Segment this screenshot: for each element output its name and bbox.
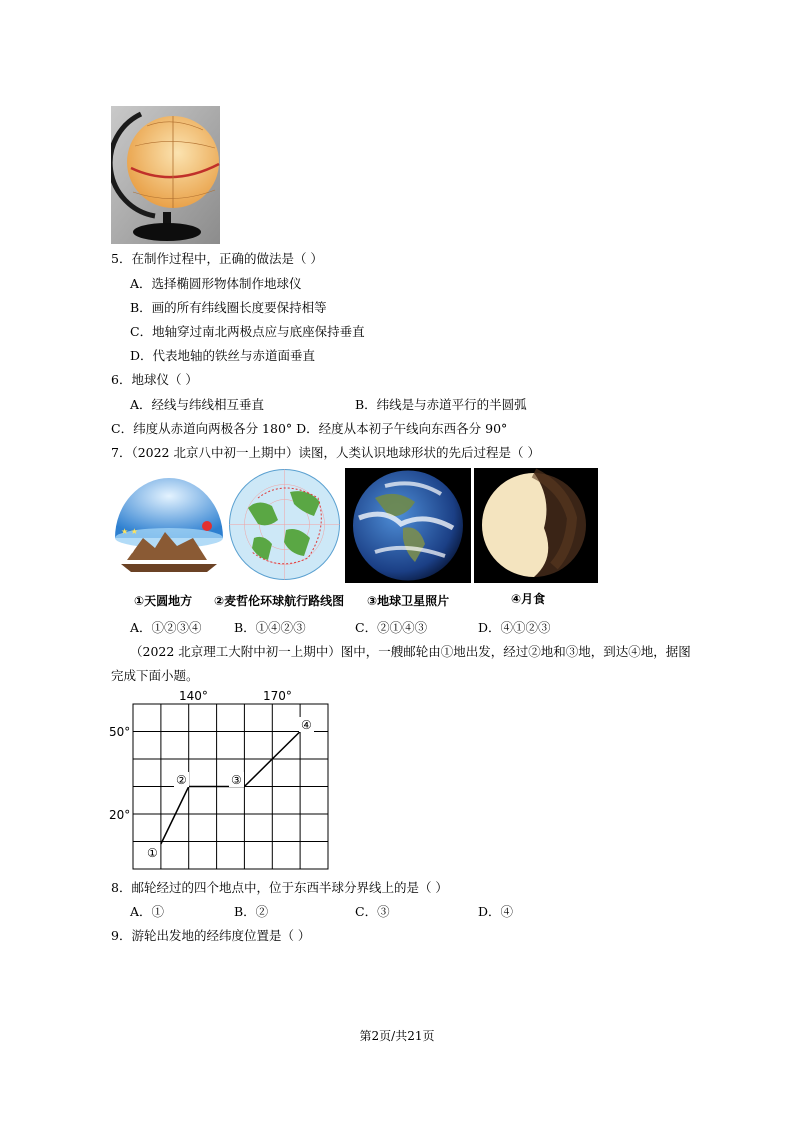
page-footer: 第2页/共21页 [359,1029,435,1043]
question-5-stem: 5．在制作过程中，正确的做法是（ ） [111,251,323,266]
question-6-stem: 6．地球仪（ ） [111,372,198,387]
question-8-option-b[interactable]: B．② [234,904,269,919]
question-5-option-c[interactable]: C．地轴穿过南北两极点应与底座保持垂直 [130,324,365,339]
latitude-label-50: 50° [109,725,131,739]
passage-line-2: 完成下面小题。 [111,668,199,683]
point-1-label: ① [147,846,158,860]
point-4-label: ④ [301,718,312,732]
magellan-route-map [228,468,341,581]
question-9-stem: 9．游轮出发地的经纬度位置是（ ） [111,928,311,943]
question-8-option-d[interactable]: D．④ [478,904,514,919]
question-8-option-c[interactable]: C．③ [355,904,390,919]
point-3-label: ③ [231,773,242,787]
sky-round-earth-square-illustration [113,468,225,580]
point-2-label: ② [176,773,187,787]
question-5-option-b[interactable]: B．画的所有纬线圈长度要保持相等 [130,300,327,315]
route-grid-map [105,688,335,874]
caption-3: ③地球卫星照片 [367,594,450,608]
latitude-label-20: 20° [109,808,131,822]
passage-line-1: （2022 北京理工大附中初一上期中）图中，一艘邮轮由①地出发，经过②地和③地，到达④地，据图 [130,644,691,659]
question-8-option-a[interactable]: A．① [130,904,165,919]
question-5-option-d[interactable]: D．代表地轴的铁丝与赤道面垂直 [130,348,316,363]
question-7-stem: 7．（2022 北京八中初一上期中）读图，人类认识地球形状的先后过程是（ ） [111,445,540,460]
question-6-option-cd[interactable]: C．纬度从赤道向两极各分 180° D．经度从本初子午线向东西各分 90° [111,421,508,436]
longitude-label-140: 140° [179,689,208,703]
caption-4: ④月食 [511,592,546,606]
question-5-option-a[interactable]: A．选择椭圆形物体制作地球仪 [130,276,302,291]
question-7-option-a[interactable]: A．①②③④ [130,620,202,635]
question-6-option-a[interactable]: A．经线与纬线相互垂直 [130,397,265,412]
caption-1: ①天圆地方 [134,594,193,608]
question-7-option-c[interactable]: C．②①④③ [355,620,428,635]
globe-photo [111,106,220,244]
lunar-eclipse-photo [474,468,598,583]
question-8-stem: 8．邮轮经过的四个地点中，位于东西半球分界线上的是（ ） [111,880,448,895]
question-7-option-d[interactable]: D．④①②③ [478,620,551,635]
question-6-option-b[interactable]: B．纬线是与赤道平行的半圆弧 [355,397,527,412]
svg-text:★ ★: ★ ★ [121,527,138,536]
longitude-label-170: 170° [263,689,292,703]
caption-2: ②麦哲伦环球航行路线图 [214,594,345,608]
question-7-option-b[interactable]: B．①④②③ [234,620,306,635]
earth-satellite-photo [345,468,471,583]
